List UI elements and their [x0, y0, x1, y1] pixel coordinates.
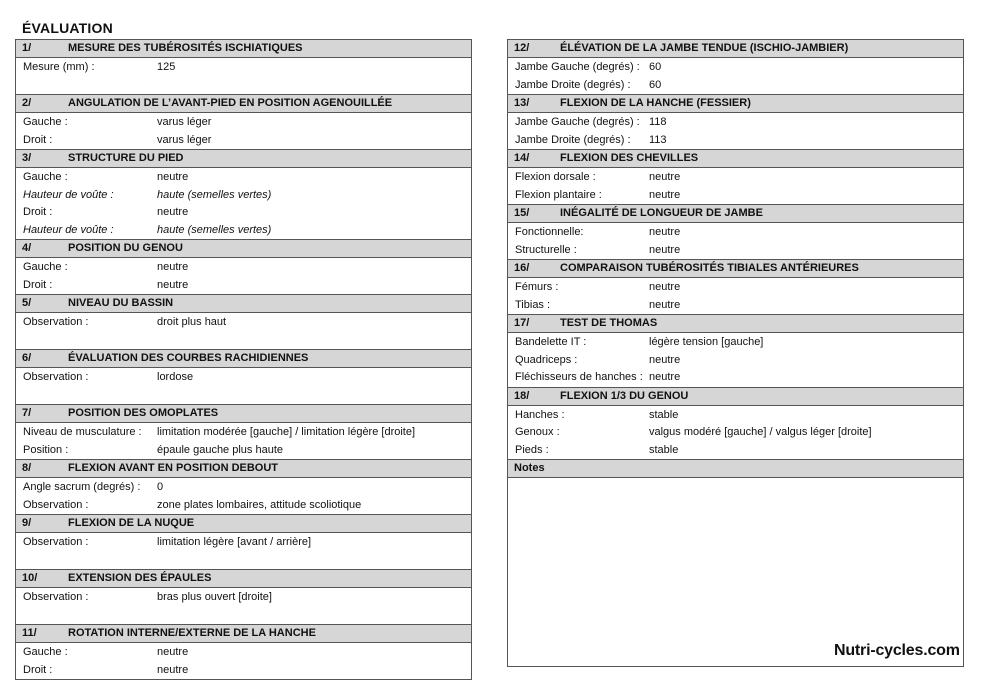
section-header	[16, 350, 471, 368]
section-number: 16/	[514, 262, 530, 274]
field-value: neutre	[157, 261, 189, 273]
section-1	[15, 39, 472, 95]
field-value: neutre	[649, 188, 681, 201]
field-value: neutre	[649, 171, 681, 183]
field-value: neutre	[649, 243, 681, 256]
section-6	[15, 350, 472, 405]
field-label: Pieds :	[515, 443, 549, 456]
field-label: Hauteur de voûte :	[23, 223, 114, 236]
section-header	[16, 240, 471, 258]
field-label: Observation :	[23, 316, 89, 328]
field-label: Gauche :	[23, 646, 68, 658]
field-label: Observation :	[23, 371, 89, 383]
field-row	[508, 169, 963, 187]
field-row	[508, 59, 963, 77]
section-number: 10/	[22, 572, 38, 584]
section-number: 14/	[514, 152, 530, 164]
section-header	[16, 570, 471, 588]
section-title: ÉVALUATION DES COURBES RACHIDIENNES	[68, 352, 309, 364]
field-value: neutre	[157, 663, 189, 676]
section-number: 18/	[514, 389, 530, 402]
section-number: 5/	[22, 297, 32, 309]
section-10	[15, 570, 472, 625]
field-row	[508, 297, 963, 315]
field-label: Fléchisseurs de hanches :	[515, 371, 643, 383]
section-header	[16, 40, 471, 58]
section-header	[16, 460, 471, 478]
section-header	[16, 95, 471, 113]
field-label: Observation :	[23, 498, 89, 511]
field-row	[16, 607, 471, 625]
field-value: 125	[157, 61, 176, 73]
field-label: Jambe Droite (degrés) :	[515, 78, 631, 91]
field-row	[16, 277, 471, 295]
section-title: POSITION DES OMOPLATES	[68, 407, 219, 419]
field-row	[16, 187, 471, 205]
field-row	[508, 369, 963, 387]
section-7	[15, 405, 472, 460]
field-label: Genoux :	[515, 426, 560, 438]
field-value: neutre	[157, 646, 189, 658]
section-12	[507, 39, 964, 95]
field-row	[508, 242, 963, 260]
section-title: TEST DE THOMAS	[560, 317, 658, 329]
field-value: 0	[157, 481, 164, 493]
section-9	[15, 515, 472, 570]
section-3	[15, 150, 472, 240]
section-title: ANGULATION DE L’AVANT-PIED EN POSITION AGENOUILLÉE	[68, 97, 393, 109]
section-title: EXTENSION DES ÉPAULES	[68, 572, 212, 584]
field-row	[16, 222, 471, 240]
field-row	[16, 534, 471, 552]
field-label: Position :	[23, 443, 69, 456]
field-row	[16, 114, 471, 132]
section-title: FLEXION AVANT EN POSITION DEBOUT	[68, 462, 279, 474]
field-value: zone plates lombaires, attitude scoliotique	[157, 498, 362, 511]
field-row	[16, 552, 471, 570]
section-number: 7/	[22, 407, 32, 419]
section-number: 6/	[22, 352, 32, 364]
field-row	[16, 369, 471, 387]
section-number: 15/	[514, 207, 530, 219]
field-value: neutre	[157, 278, 189, 291]
section-title: POSITION DU GENOU	[68, 242, 183, 254]
field-row	[16, 259, 471, 277]
section-number: 9/	[22, 517, 32, 529]
section-number: 2/	[22, 97, 32, 109]
field-value: 113	[649, 133, 667, 146]
field-value: épaule gauche plus haute	[157, 443, 283, 456]
field-value: neutre	[649, 353, 681, 366]
section-title: FLEXION 1/3 DU GENOU	[560, 389, 689, 402]
field-value: légère tension [gauche]	[649, 336, 764, 348]
section-number: 4/	[22, 242, 32, 254]
section-header	[508, 315, 963, 333]
section-16	[507, 260, 964, 315]
section-title: INÉGALITÉ DE LONGUEUR DE JAMBE	[560, 207, 763, 219]
section-15	[507, 205, 964, 260]
field-label: Mesure (mm) :	[23, 61, 95, 73]
field-value: stable	[649, 408, 679, 421]
section-header	[508, 260, 963, 278]
field-label: Structurelle :	[515, 243, 577, 256]
section-8	[15, 460, 472, 515]
section-number: 17/	[514, 317, 530, 329]
field-value: neutre	[649, 226, 681, 238]
field-row	[508, 424, 963, 442]
section-number: 13/	[514, 97, 530, 109]
field-label: Droit :	[23, 278, 53, 291]
field-row	[508, 132, 963, 150]
field-value: stable	[649, 443, 679, 456]
section-title: NIVEAU DU BASSIN	[68, 297, 174, 309]
section-2	[15, 95, 472, 150]
field-label: Hauteur de voûte :	[23, 188, 114, 201]
section-title: ÉLÉVATION DE LA JAMBE TENDUE (ISCHIO-JAMBIER)	[560, 42, 849, 54]
field-row	[16, 332, 471, 350]
section-header	[16, 515, 471, 533]
field-value: haute (semelles vertes)	[157, 223, 272, 236]
section-title: FLEXION DE LA NUQUE	[68, 517, 195, 529]
field-label: Fonctionnelle:	[515, 226, 584, 238]
notes-header	[508, 460, 963, 478]
section-18	[507, 388, 964, 461]
section-number: 8/	[22, 462, 32, 474]
section-13	[507, 95, 964, 150]
section-title: ROTATION INTERNE/EXTERNE DE LA HANCHE	[68, 627, 316, 639]
section-title: COMPARAISON TUBÉROSITÉS TIBIALES ANTÉRIEURES	[560, 262, 859, 274]
field-label: Bandelette IT :	[515, 336, 587, 348]
field-value: limitation modérée [gauche] / limitation légère [droite]	[157, 426, 416, 438]
field-row	[508, 352, 963, 370]
notes-title: Notes	[514, 462, 545, 474]
section-header	[508, 95, 963, 113]
section-header	[508, 40, 963, 58]
field-label: Niveau de musculature :	[23, 426, 142, 438]
field-row	[16, 169, 471, 187]
field-row	[508, 114, 963, 132]
field-row	[16, 59, 471, 77]
field-label: Gauche :	[23, 171, 68, 183]
field-value: lordose	[157, 371, 194, 383]
field-row	[16, 77, 471, 95]
field-label: Jambe Droite (degrés) :	[515, 133, 631, 146]
field-row	[508, 224, 963, 242]
field-label: Fémurs :	[515, 281, 559, 293]
section-4	[15, 240, 472, 295]
section-11	[15, 625, 472, 680]
field-value: neutre	[649, 281, 681, 293]
right-column	[507, 39, 964, 667]
field-label: Jambe Gauche (degrés) :	[515, 116, 640, 128]
field-value: valgus modéré [gauche] / valgus léger [droite]	[649, 426, 872, 438]
field-value: droit plus haut	[157, 316, 227, 328]
section-header	[508, 388, 963, 406]
field-value: 60	[649, 78, 662, 91]
field-value: 60	[649, 61, 662, 73]
field-label: Gauche :	[23, 116, 68, 128]
section-header	[16, 405, 471, 423]
field-row	[16, 497, 471, 515]
field-row	[508, 442, 963, 460]
field-label: Flexion dorsale :	[515, 171, 596, 183]
brand-logo-text: Nutri-cycles.com	[834, 642, 960, 659]
field-value: limitation légère [avant / arrière]	[157, 536, 312, 548]
field-label: Tibias :	[515, 298, 551, 311]
section-header	[16, 625, 471, 643]
field-value: haute (semelles vertes)	[157, 188, 272, 201]
field-row	[16, 589, 471, 607]
field-row	[508, 334, 963, 352]
section-number: 12/	[514, 42, 530, 54]
section-number: 3/	[22, 152, 32, 164]
field-value: neutre	[649, 371, 681, 383]
field-label: Jambe Gauche (degrés) :	[515, 61, 640, 73]
section-title: MESURE DES TUBÉROSITÉS ISCHIATIQUES	[68, 42, 303, 54]
section-number: 11/	[22, 627, 37, 639]
field-label: Flexion plantaire :	[515, 188, 602, 201]
field-label: Droit :	[23, 133, 53, 146]
field-row	[16, 424, 471, 442]
field-label: Angle sacrum (degrés) :	[23, 481, 141, 493]
field-value: 118	[649, 116, 667, 128]
section-17	[507, 315, 964, 388]
field-row	[508, 77, 963, 95]
field-row	[508, 279, 963, 297]
field-label: Droit :	[23, 206, 53, 218]
section-14	[507, 150, 964, 205]
section-5	[15, 295, 472, 350]
field-label: Observation :	[23, 536, 89, 548]
field-value: neutre	[157, 206, 189, 218]
field-label: Droit :	[23, 663, 53, 676]
field-row	[16, 442, 471, 460]
section-header	[508, 150, 963, 168]
field-value: neutre	[649, 298, 681, 311]
field-row	[16, 662, 471, 680]
field-value: bras plus ouvert [droite]	[157, 591, 272, 603]
notes-area[interactable]	[508, 478, 963, 666]
field-value: neutre	[157, 171, 189, 183]
field-row	[16, 644, 471, 662]
left-column	[15, 39, 472, 680]
section-title: FLEXION DE LA HANCHE (FESSIER)	[560, 97, 751, 109]
field-row	[508, 407, 963, 425]
field-row	[16, 314, 471, 332]
section-header	[508, 205, 963, 223]
section-header	[16, 295, 471, 313]
field-row	[16, 132, 471, 150]
section-header	[16, 150, 471, 168]
field-label: Hanches :	[515, 408, 565, 421]
page-title: ÉVALUATION	[22, 20, 113, 36]
field-row	[16, 387, 471, 405]
field-label: Gauche :	[23, 261, 68, 273]
section-title: FLEXION DES CHEVILLES	[560, 152, 699, 164]
field-label: Observation :	[23, 591, 89, 603]
field-row	[16, 204, 471, 222]
field-value: varus léger	[157, 133, 212, 146]
field-label: Quadriceps :	[515, 353, 578, 366]
field-value: varus léger	[157, 116, 212, 128]
notes-section	[507, 460, 964, 667]
section-title: STRUCTURE DU PIED	[68, 152, 184, 164]
field-row	[16, 479, 471, 497]
field-row	[508, 187, 963, 205]
section-number: 1/	[22, 42, 32, 54]
